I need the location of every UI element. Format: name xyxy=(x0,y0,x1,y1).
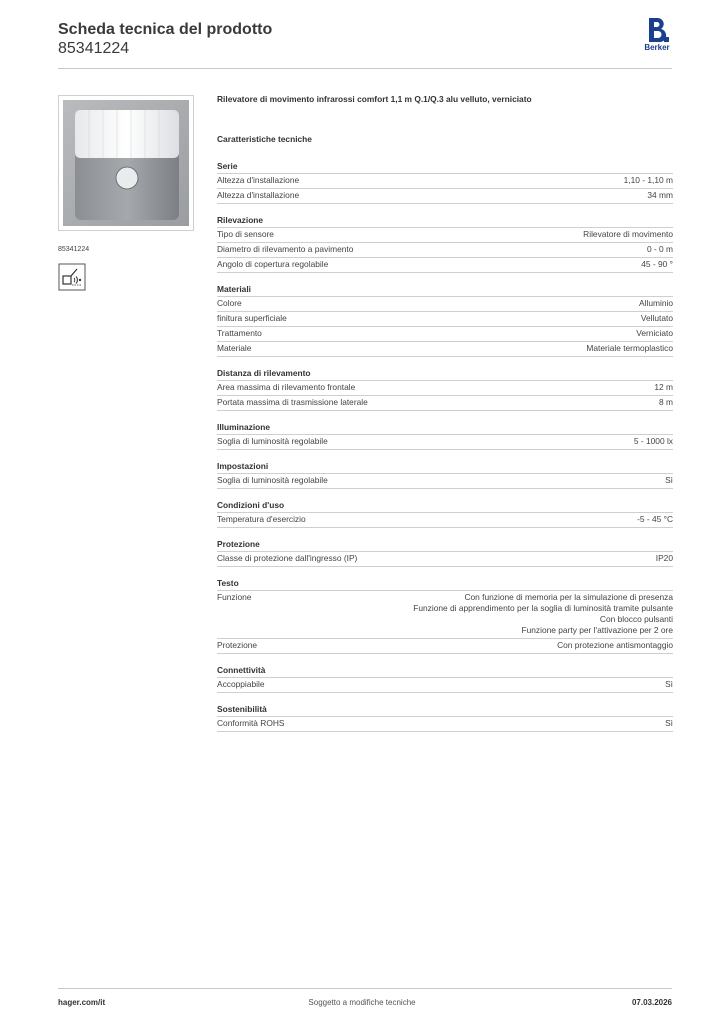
spec-label: Trattamento xyxy=(217,328,262,338)
spec-label: Classe di protezione dall'ingresso (IP) xyxy=(217,553,358,563)
spec-section xyxy=(217,703,673,732)
spec-label: Protezione xyxy=(217,640,258,650)
spec-value-line: Funzione di apprendimento per la soglia di luminosità tramite pulsante xyxy=(413,603,673,613)
spec-section xyxy=(217,421,673,450)
spec-row xyxy=(217,311,673,326)
spec-value-line: 5 - 1000 lx xyxy=(633,436,673,446)
spec-value-line: Con protezione antismontaggio xyxy=(557,640,673,650)
spec-label: Colore xyxy=(217,298,242,308)
spec-value xyxy=(665,679,673,690)
spec-section xyxy=(217,664,673,693)
motion-sensor-product-illustration xyxy=(59,96,193,230)
spec-label: Temperatura d'esercizio xyxy=(217,514,306,524)
section-title: Sostenibilità xyxy=(217,704,267,714)
spec-label: Soglia di luminosità regolabile xyxy=(217,475,328,485)
spec-row xyxy=(217,677,673,693)
section-title: Rilevazione xyxy=(217,215,264,225)
image-caption: 85341224 xyxy=(58,246,90,253)
spec-value xyxy=(583,229,673,240)
spec-row xyxy=(217,551,673,567)
berker-logo xyxy=(637,17,677,53)
spec-row xyxy=(217,434,673,450)
spec-value-line: IP20 xyxy=(655,553,673,563)
section-title: Condizioni d'uso xyxy=(217,500,285,510)
spec-value-line: Sì xyxy=(665,679,673,689)
spec-value xyxy=(641,259,673,270)
spec-value xyxy=(665,718,673,729)
spec-section xyxy=(217,367,673,411)
spec-value-line: 45 - 90 ° xyxy=(641,259,673,269)
spec-section xyxy=(217,214,673,273)
spec-section xyxy=(217,460,673,489)
spec-label: Altezza d'installazione xyxy=(217,175,300,185)
section-title: Materiali xyxy=(217,284,251,294)
spec-value-line: 1,10 - 1,10 m xyxy=(623,175,673,185)
spec-section xyxy=(217,499,673,528)
spec-row xyxy=(217,188,673,204)
spec-label: Angolo di copertura regolabile xyxy=(217,259,329,269)
spec-label: Materiale xyxy=(217,343,252,353)
spec-label: Area massima di rilevamento frontale xyxy=(217,382,356,392)
spec-label: Diametro di rilevamento a pavimento xyxy=(217,244,354,254)
spec-sections xyxy=(217,160,673,732)
spec-value-line: Con blocco pulsanti xyxy=(599,614,673,624)
page-title: Scheda tecnica del prodotto xyxy=(58,21,273,38)
technical-content xyxy=(217,94,673,742)
spec-row xyxy=(217,173,673,188)
motion-sensor-mounting-icon xyxy=(58,263,86,291)
header-divider xyxy=(58,68,672,69)
spec-value-line: 8 m xyxy=(659,397,673,407)
spec-row xyxy=(217,473,673,489)
spec-label: Tipo di sensore xyxy=(217,229,274,239)
spec-value-line: Vellutato xyxy=(640,313,673,323)
spec-value xyxy=(659,397,673,408)
spec-value xyxy=(637,514,673,525)
spec-value-line: 34 mm xyxy=(647,190,673,200)
spec-label: finitura superficiale xyxy=(217,313,287,323)
footer-website[interactable]: hager.com/it xyxy=(58,998,106,1007)
page-header xyxy=(58,20,272,58)
spec-row xyxy=(217,257,673,273)
spec-row xyxy=(217,227,673,242)
product-code: 85341224 xyxy=(58,40,130,57)
spec-label: Portata massima di trasmissione laterale xyxy=(217,397,368,407)
product-image xyxy=(58,95,194,231)
section-title: Illuminazione xyxy=(217,422,271,432)
spec-value-line: Materiale termoplastico xyxy=(586,343,673,353)
spec-value-line: Rilevatore di movimento xyxy=(583,229,673,239)
spec-row xyxy=(217,395,673,411)
spec-row xyxy=(217,341,673,357)
footer-date: 07.03.2026 xyxy=(631,998,672,1007)
spec-value xyxy=(413,592,673,636)
spec-section xyxy=(217,538,673,567)
spec-row xyxy=(217,716,673,732)
berker-logo-icon xyxy=(642,17,672,43)
spec-value-line: Sì xyxy=(665,475,673,485)
spec-value-line: 0 - 0 m xyxy=(646,244,673,254)
spec-value xyxy=(634,436,673,447)
spec-value-line: Con funzione di memoria per la simulazione di presenza xyxy=(464,592,673,602)
spec-section xyxy=(217,160,673,204)
spec-value-line: Funzione party per l'attivazione per 2 ore xyxy=(521,625,673,635)
spec-value xyxy=(641,313,673,324)
spec-value xyxy=(586,343,673,354)
spec-label: Accoppiabile xyxy=(217,679,265,689)
spec-value xyxy=(636,328,673,339)
spec-row xyxy=(217,326,673,341)
spec-row xyxy=(217,296,673,311)
spec-row xyxy=(217,512,673,528)
section-title: Serie xyxy=(217,161,238,171)
spec-value xyxy=(624,175,673,186)
spec-row xyxy=(217,590,673,638)
section-title: Testo xyxy=(217,578,239,588)
section-title: Connettività xyxy=(217,665,266,675)
product-description: Rilevatore di movimento infrarossi comfort 1,1 m Q.1/Q.3 alu velluto, verniciato xyxy=(217,94,532,104)
spec-label: Altezza d'installazione xyxy=(217,190,300,200)
spec-label: Soglia di luminosità regolabile xyxy=(217,436,328,446)
section-title: Impostazioni xyxy=(217,461,269,471)
spec-label: Conformità ROHS xyxy=(217,718,285,728)
spec-value-line: 12 m xyxy=(654,382,673,392)
section-title: Distanza di rilevamento xyxy=(217,368,311,378)
spec-value xyxy=(647,244,673,255)
footer-disclaimer: Soggetto a modifiche tecniche xyxy=(308,998,416,1007)
spec-value xyxy=(656,553,673,564)
spec-row xyxy=(217,242,673,257)
spec-value-line: Alluminio xyxy=(639,298,673,308)
spec-label: Funzione xyxy=(217,592,252,602)
spec-value-line: Sì xyxy=(665,718,673,728)
spec-value xyxy=(557,640,673,651)
spec-row xyxy=(217,380,673,395)
spec-value-line: Verniciato xyxy=(636,328,673,338)
spec-value xyxy=(654,382,673,393)
spec-section xyxy=(217,283,673,357)
spec-value xyxy=(647,190,673,201)
spec-value xyxy=(639,298,673,309)
logo-text: Berker xyxy=(644,43,670,52)
technical-characteristics-heading: Caratteristiche tecniche xyxy=(217,134,312,144)
section-title: Protezione xyxy=(217,539,260,549)
spec-value-line: -5 - 45 °C xyxy=(637,514,673,524)
spec-row xyxy=(217,638,673,654)
spec-section xyxy=(217,577,673,654)
footer-divider xyxy=(58,988,672,989)
spec-value xyxy=(665,475,673,486)
